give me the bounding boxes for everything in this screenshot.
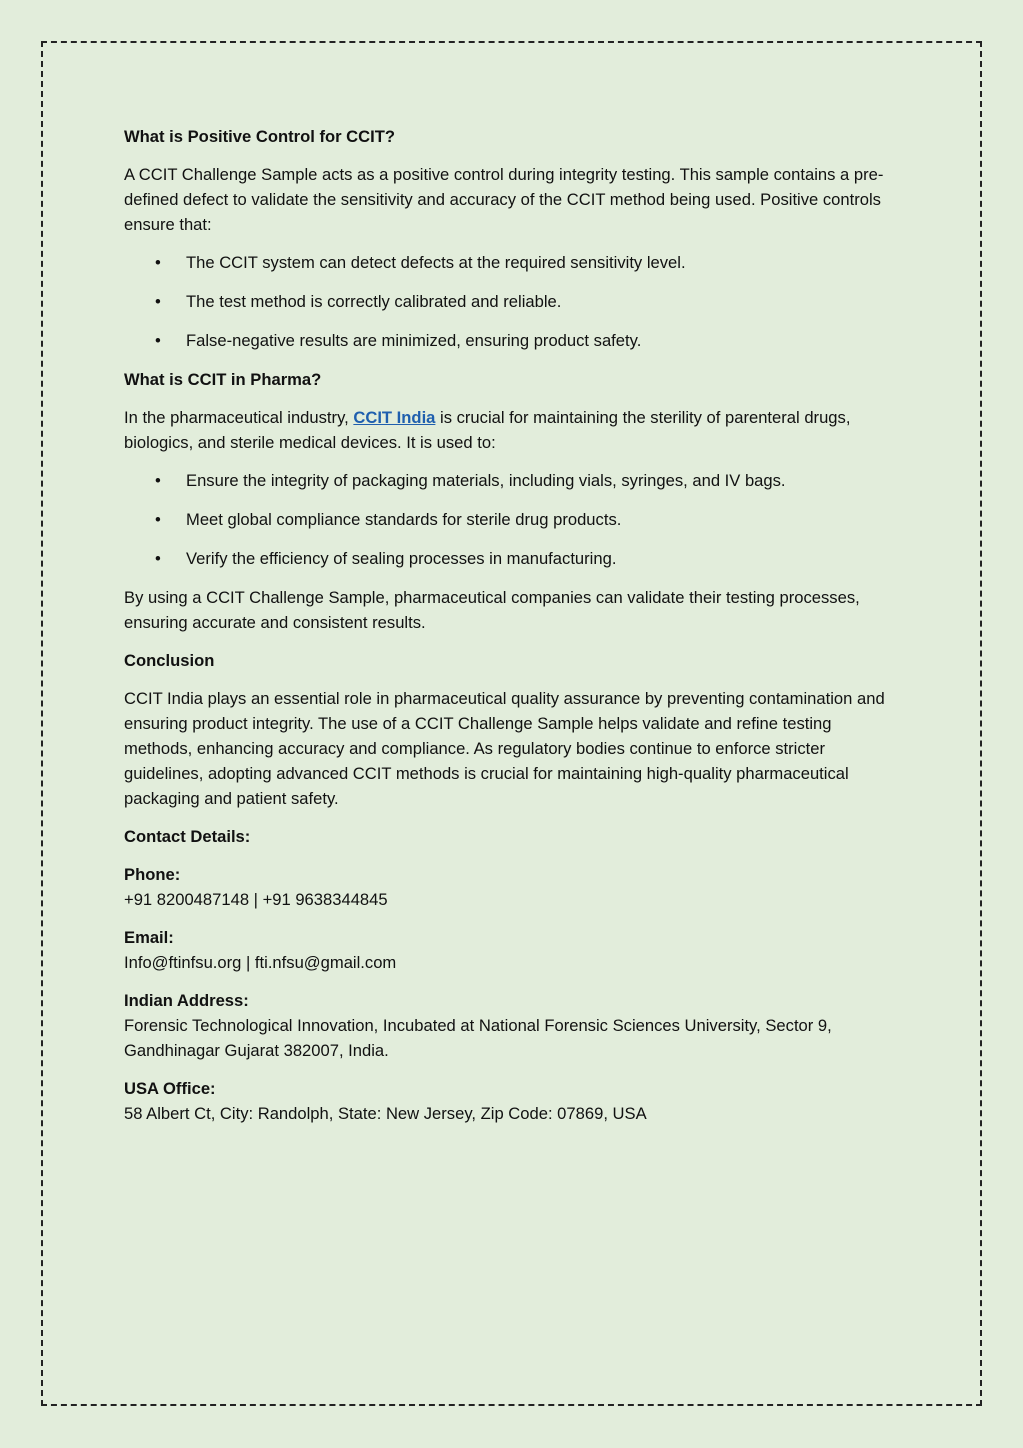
list-item: • The test method is correctly calibrated and reliable. bbox=[124, 289, 894, 314]
phone-value: +91 8200487148 | +91 9638344845 bbox=[124, 890, 388, 909]
ccit-pharma-intro-start: In the pharmaceutical industry, bbox=[124, 408, 354, 427]
list-item: • The CCIT system can detect defects at the required sensitivity level. bbox=[124, 250, 894, 275]
positive-control-intro: A CCIT Challenge Sample acts as a positive control during integrity testing. This sample contains a pre-defined defect to validate the sensitivity and accuracy of the CCIT method being used. Positive controls ensure that: bbox=[124, 165, 884, 234]
positive-control-list bbox=[124, 250, 894, 353]
contact-usa-office bbox=[124, 1076, 894, 1126]
ccit-pharma-intro bbox=[124, 405, 894, 455]
ccit-pharma-list bbox=[124, 468, 894, 571]
document-content bbox=[124, 124, 894, 1139]
usa-office-value: 58 Albert Ct, City: Randolph, State: New Jersey, Zip Code: 07869, USA bbox=[124, 1104, 647, 1123]
email-value: Info@ftinfsu.org | fti.nfsu@gmail.com bbox=[124, 953, 397, 972]
contact-indian-address bbox=[124, 988, 894, 1063]
ccit-pharma-outro: By using a CCIT Challenge Sample, pharmaceutical companies can validate their testing processes, ensuring accurate and consistent results. bbox=[124, 588, 860, 632]
indian-address-label: Indian Address: bbox=[124, 991, 249, 1010]
list-item: • Verify the efficiency of sealing processes in manufacturing. bbox=[124, 546, 894, 571]
conclusion-heading: Conclusion bbox=[124, 651, 215, 670]
positive-control-heading: What is Positive Control for CCIT? bbox=[124, 127, 396, 146]
contact-heading: Contact Details: bbox=[124, 827, 251, 846]
contact-phone bbox=[124, 862, 894, 912]
indian-address-value: Forensic Technological Innovation, Incubated at National Forensic Sciences University, Sector 9, Gandhinagar Gujarat 382007, India. bbox=[124, 1016, 832, 1060]
usa-office-label: USA Office: bbox=[124, 1079, 216, 1098]
ccit-india-link[interactable]: CCIT India bbox=[353, 408, 436, 427]
list-item: • Ensure the integrity of packaging materials, including vials, syringes, and IV bags. bbox=[124, 468, 894, 493]
contact-email bbox=[124, 925, 894, 975]
conclusion-body: CCIT India plays an essential role in pharmaceutical quality assurance by preventing contamination and ensuring product integrity. The use of a CCIT Challenge Sample helps validate and refine testing methods, enhancing accuracy and compliance. As regulatory bodies continue to enforce stricter guidelines, adopting advanced CCIT methods is crucial for maintaining high-quality pharmaceutical packaging and patient safety. bbox=[124, 689, 885, 808]
list-item: • False-negative results are minimized, ensuring product safety. bbox=[124, 328, 894, 353]
ccit-pharma-heading: What is CCIT in Pharma? bbox=[124, 370, 322, 389]
email-label: Email: bbox=[124, 928, 174, 947]
list-item: • Meet global compliance standards for sterile drug products. bbox=[124, 507, 894, 532]
phone-label: Phone: bbox=[124, 865, 181, 884]
ccit-pharma-intro-end: is crucial for maintaining the sterility of parenteral drugs, biologics, and sterile medical devices. It is used to: bbox=[124, 408, 851, 452]
